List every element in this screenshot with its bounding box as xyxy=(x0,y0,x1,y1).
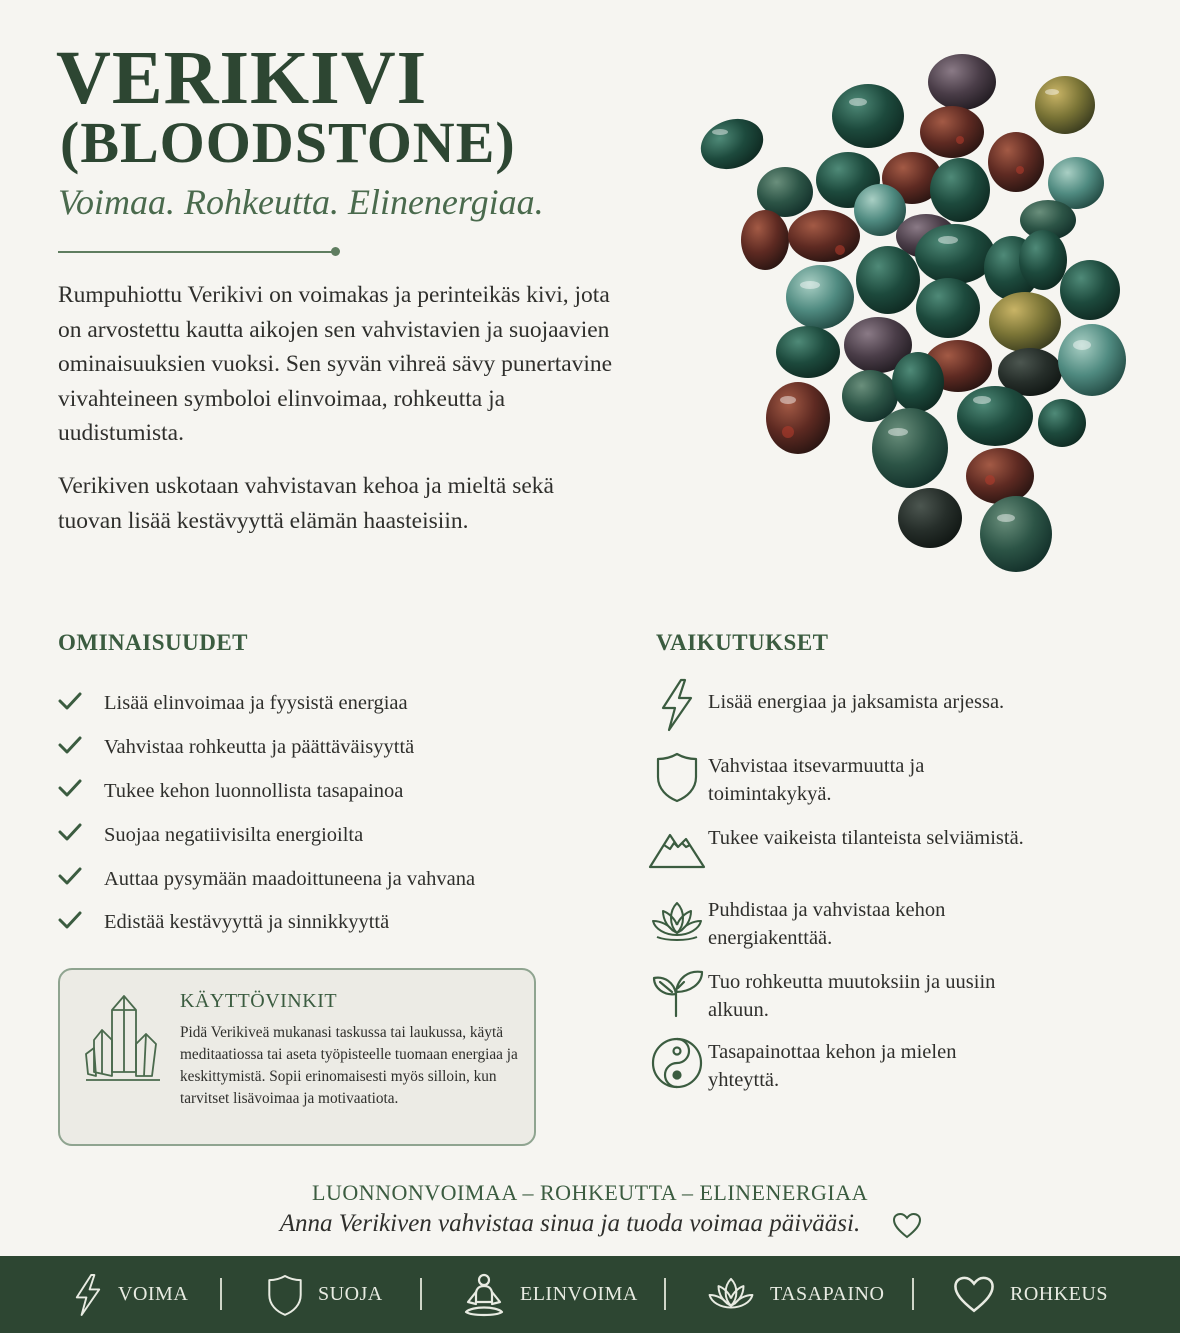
bar-separator xyxy=(220,1278,222,1310)
properties-list xyxy=(58,682,618,945)
bar-item-label: TASAPAINO xyxy=(770,1283,885,1305)
effect-item xyxy=(646,748,1028,808)
heart-icon xyxy=(952,1275,996,1315)
intro-paragraph-2: Verikiven uskotaan vahvistavan kehoa ja mieltä sekä tuovan lisää kestävyyttä elämän haasteisiin. xyxy=(58,472,554,534)
bar-item-elinvoima xyxy=(462,1256,638,1333)
sprout-icon xyxy=(646,964,708,1022)
effect-item xyxy=(646,964,1028,1024)
shield-icon xyxy=(646,748,708,806)
checkmark-icon xyxy=(58,778,104,804)
bar-item-voima xyxy=(72,1256,188,1333)
list-item xyxy=(58,857,618,901)
bar-item-suoja xyxy=(266,1256,383,1333)
bottom-bar xyxy=(0,1256,1180,1333)
tips-title: KÄYTTÖVINKIT xyxy=(180,990,338,1012)
effect-text: Tasapainottaa kehon ja mielen yhteyttä. xyxy=(708,1041,957,1091)
intro-text xyxy=(58,278,618,556)
bar-separator xyxy=(912,1278,914,1310)
list-item xyxy=(58,682,618,726)
bar-item-label: SUOJA xyxy=(318,1283,383,1305)
list-item-label: Auttaa pysymään maadoittuneena ja vahvana xyxy=(104,867,476,890)
yin-yang-icon xyxy=(646,1034,708,1092)
shield-icon xyxy=(266,1273,304,1317)
lotus-icon xyxy=(646,892,708,950)
crystal-icon xyxy=(82,992,164,1088)
bloodstone-pile-image xyxy=(690,40,1150,590)
effect-item xyxy=(646,820,1028,878)
checkmark-icon xyxy=(58,691,104,717)
heart-icon xyxy=(892,1212,922,1240)
list-item xyxy=(58,813,618,857)
checkmark-icon xyxy=(58,822,104,848)
list-item-label: Tukee kehon luonnollista tasapainoa xyxy=(104,779,404,802)
checkmark-icon xyxy=(58,735,104,761)
list-item-label: Edistää kestävyyttä ja sinnikkyyttä xyxy=(104,911,390,934)
effect-text: Lisää energiaa ja jaksamista arjessa. xyxy=(708,691,1005,713)
list-item xyxy=(58,901,618,945)
effect-item xyxy=(646,676,1028,734)
checkmark-icon xyxy=(58,866,104,892)
effect-text: Vahvistaa itsevarmuutta ja toimintakykyä. xyxy=(708,755,925,805)
divider-dot xyxy=(331,247,340,256)
lightning-icon xyxy=(72,1273,104,1317)
bar-separator xyxy=(420,1278,422,1310)
footer-slogan: LUONNONVOIMAA – ROHKEUTTA – ELINENERGIAA xyxy=(312,1180,868,1205)
bar-item-label: VOIMA xyxy=(118,1283,189,1305)
usage-tips-box xyxy=(58,968,536,1146)
page-title: VERIKIVI xyxy=(56,36,428,120)
lotus-icon xyxy=(706,1275,756,1315)
list-item xyxy=(58,770,618,814)
effect-text: Tuo rohkeutta muutoksiin ja uusiin alkuun. xyxy=(708,971,996,1021)
bar-separator xyxy=(664,1278,666,1310)
bar-item-tasapaino xyxy=(706,1256,884,1333)
checkmark-icon xyxy=(58,910,104,936)
mountain-icon xyxy=(646,820,708,878)
intro-paragraph-1: Rumpuhiottu Verikivi on voimakas ja perinteikäs kivi, jota on arvostettu kautta aikojen sen vahvistavien ja suojaavien ominaisuuksien vuoksi. Sen syvän vihreä sävy punertavine vivahteineen symboloi elinvoimaa, rohkeutta ja uudistumista. xyxy=(58,282,613,447)
meditation-icon xyxy=(462,1272,506,1318)
footer-message-text: Anna Verikiven vahvistaa sinua ja tuoda voimaa päivääsi. xyxy=(279,1210,861,1237)
lightning-icon xyxy=(646,676,708,734)
bar-item-rohkeus xyxy=(952,1256,1108,1333)
page-subtitle: (BLOODSTONE) xyxy=(60,110,516,175)
footer-message xyxy=(0,1210,1180,1238)
list-item-label: Vahvistaa rohkeutta ja päättäväisyyttä xyxy=(104,736,415,759)
effect-item xyxy=(646,1034,1028,1094)
effects-heading: VAIKUTUKSET xyxy=(656,630,829,655)
bar-item-label: ROHKEUS xyxy=(1010,1283,1108,1305)
list-item-label: Lisää elinvoimaa ja fyysistä energiaa xyxy=(104,692,408,715)
bar-item-label: ELINVOIMA xyxy=(520,1283,638,1305)
list-item xyxy=(58,726,618,770)
tagline: Voimaa. Rohkeutta. Elinenergiaa. xyxy=(58,182,544,222)
effect-text: Tukee vaikeista tilanteista selviämistä. xyxy=(708,827,1024,849)
list-item-label: Suojaa negatiivisilta energioilta xyxy=(104,823,364,846)
effect-text: Puhdistaa ja vahvistaa kehon energiakenttää. xyxy=(708,899,946,949)
tips-text: Pidä Verikiveä mukanasi taskussa tai laukussa, käytä meditaatiossa tai aseta työpisteelle tuomaan energiaa ja keskittymistä. Sopii erinomaisesti myös silloin, kun tarvitset lisävoimaa ja motivaatiota. xyxy=(180,1024,518,1107)
properties-heading: OMINAISUUDET xyxy=(58,630,249,655)
effect-item xyxy=(646,892,1028,952)
divider xyxy=(58,251,336,253)
